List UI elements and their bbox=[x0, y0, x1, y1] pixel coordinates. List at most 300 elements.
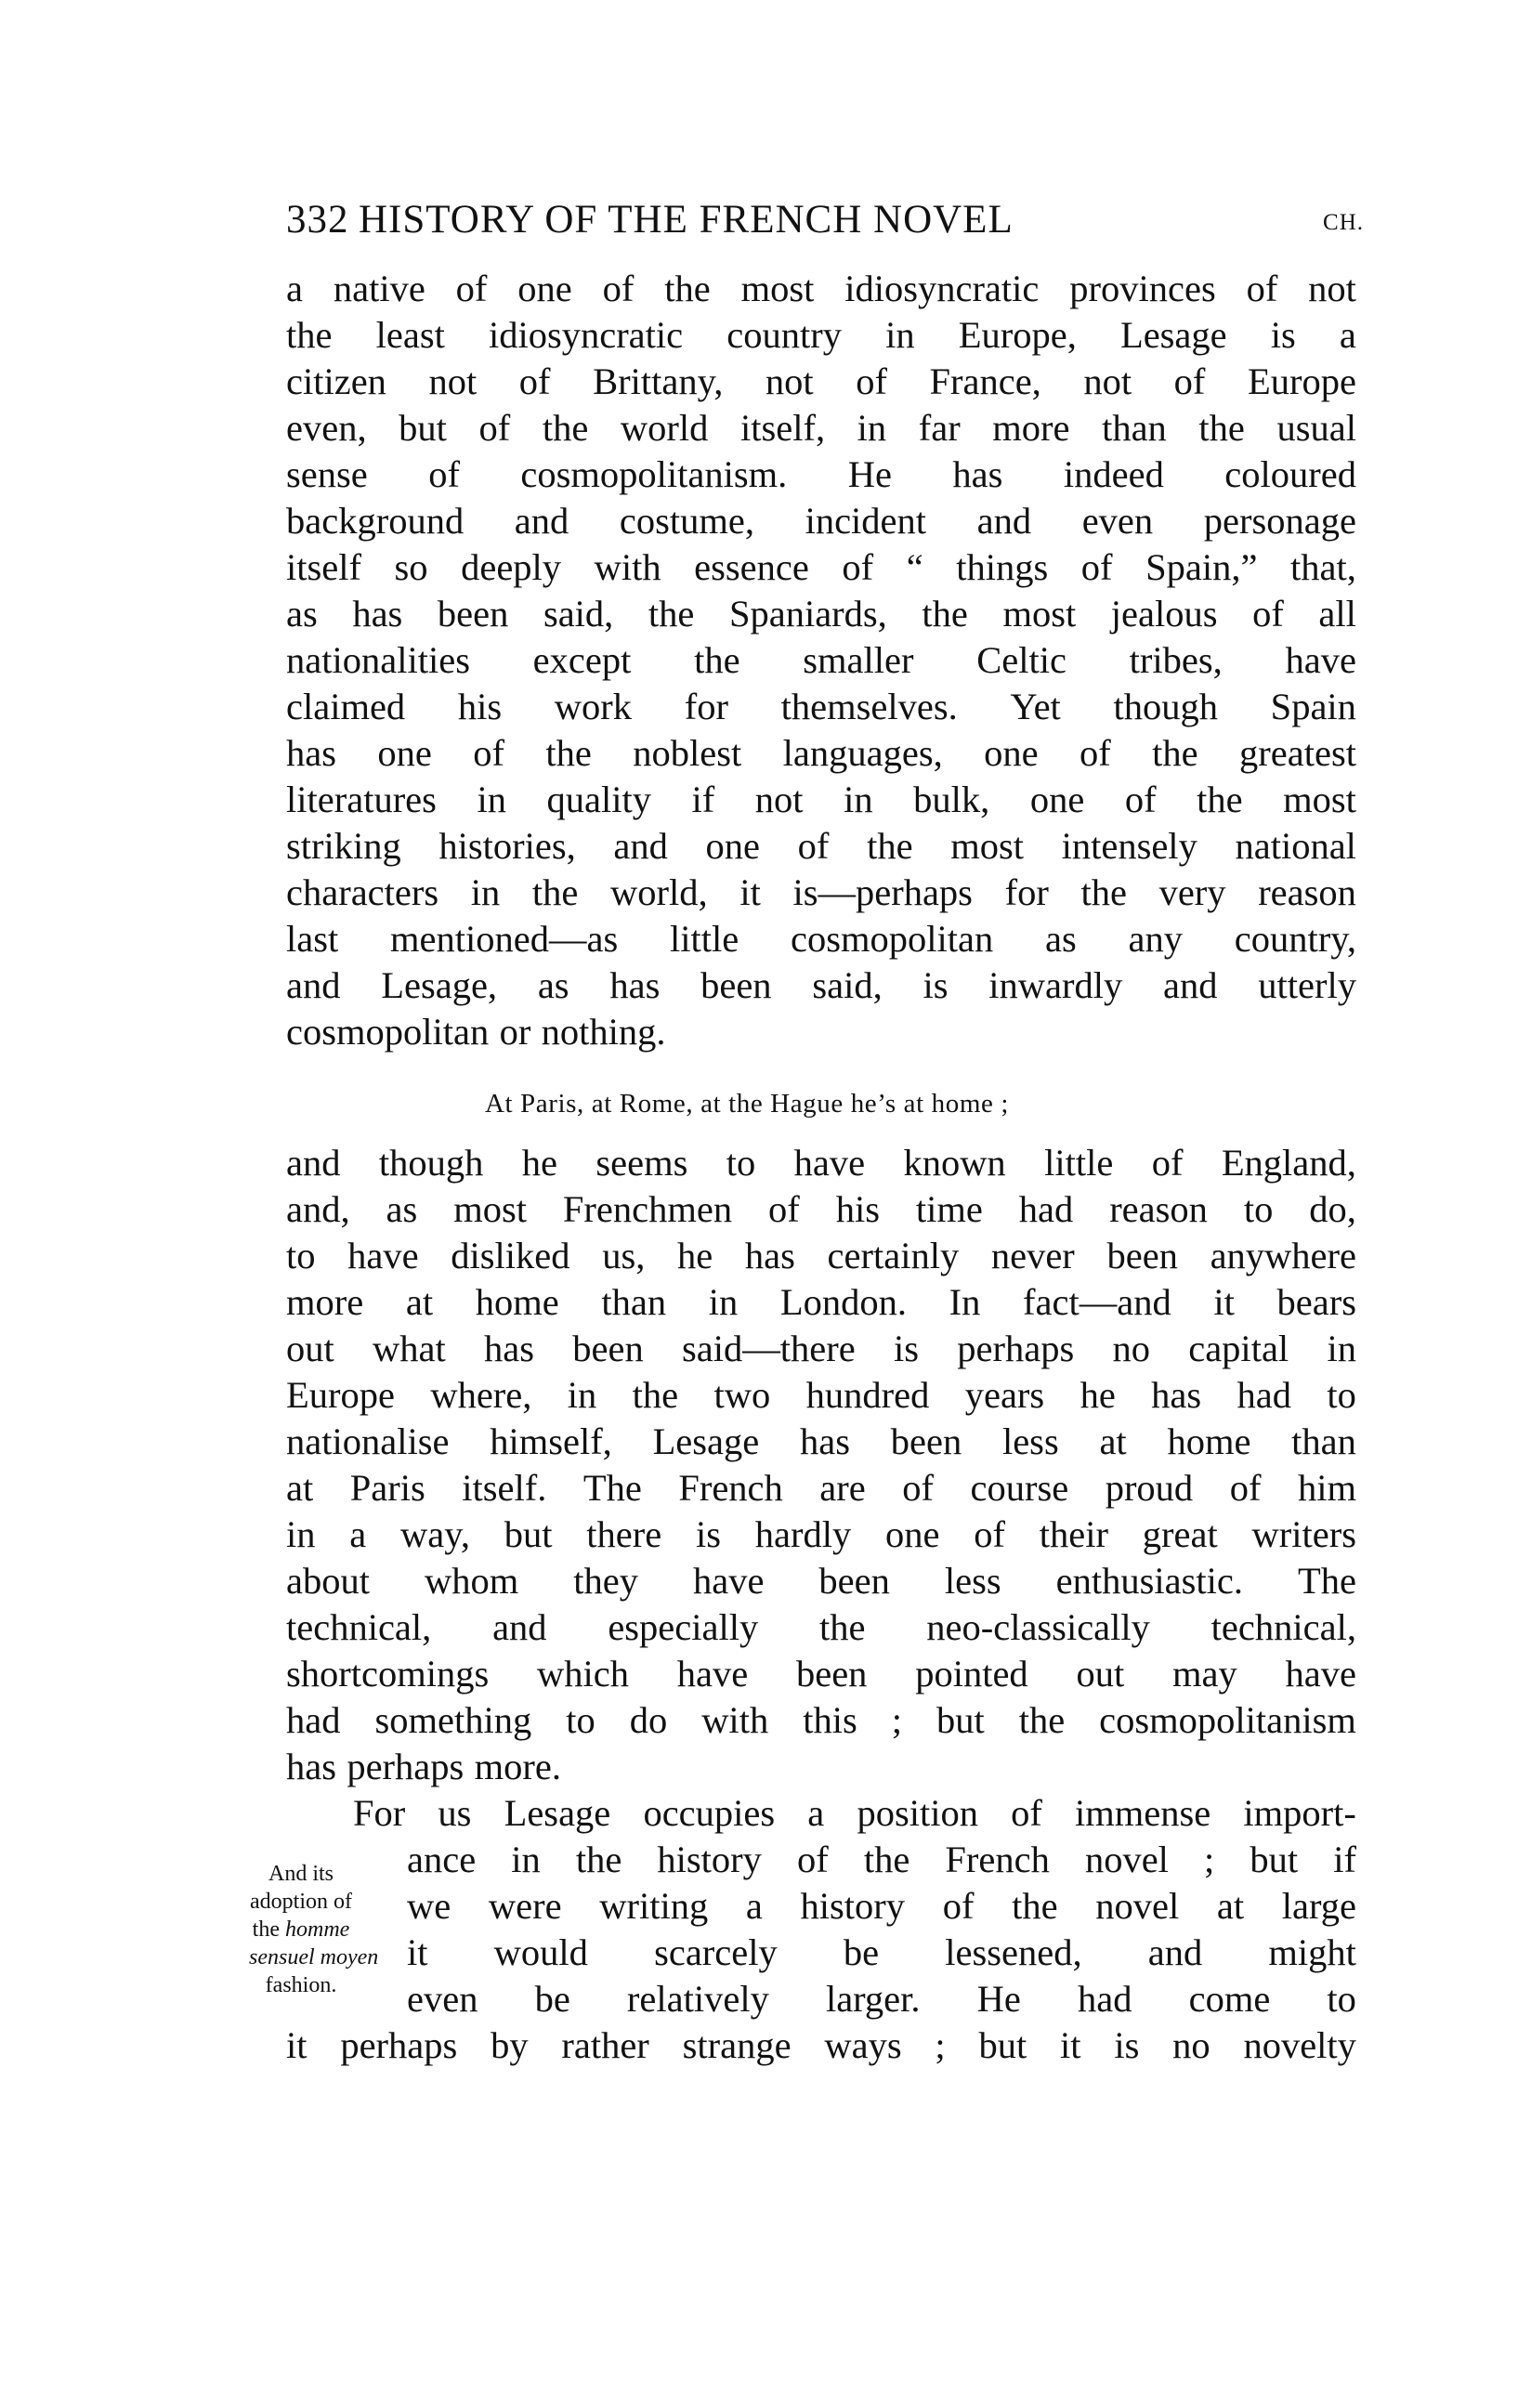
word: the bbox=[819, 1606, 866, 1648]
word: “ bbox=[906, 546, 923, 588]
word: than bbox=[601, 1281, 667, 1323]
text-line bbox=[286, 1465, 1356, 1512]
word: might bbox=[1268, 1931, 1356, 1973]
word: ways bbox=[824, 2024, 902, 2066]
word: been bbox=[572, 1328, 644, 1369]
word: it bbox=[739, 871, 761, 913]
word: of bbox=[1124, 779, 1157, 820]
word: in bbox=[511, 1839, 541, 1880]
word: about bbox=[286, 1560, 370, 1602]
word: have bbox=[347, 1235, 419, 1276]
text-line bbox=[286, 777, 1356, 823]
text-line bbox=[286, 1419, 1356, 1465]
word: jealous bbox=[1110, 593, 1218, 635]
word: said, bbox=[543, 593, 614, 635]
word: of bbox=[518, 360, 551, 402]
word: at bbox=[405, 1281, 434, 1323]
word: so bbox=[394, 546, 428, 588]
word: to bbox=[726, 1142, 756, 1184]
word: for bbox=[684, 686, 728, 727]
word: has bbox=[609, 964, 661, 1006]
text-line bbox=[286, 1279, 1356, 1326]
word: in bbox=[857, 407, 887, 449]
word: as bbox=[386, 1188, 418, 1230]
word: in bbox=[885, 314, 915, 356]
word: all bbox=[1318, 593, 1356, 635]
word: of bbox=[1151, 1142, 1184, 1184]
word: has bbox=[484, 1328, 535, 1369]
word: For bbox=[353, 1792, 406, 1834]
text-line bbox=[286, 916, 1356, 962]
text-line bbox=[286, 1009, 1356, 1055]
word: have bbox=[676, 1653, 749, 1695]
word: more bbox=[992, 407, 1070, 449]
word: a bbox=[807, 1792, 825, 1834]
text-line bbox=[286, 823, 1356, 870]
text-line bbox=[286, 870, 1356, 916]
word: to bbox=[1327, 1374, 1356, 1416]
text-line bbox=[286, 962, 1356, 1009]
word: relatively bbox=[626, 1978, 769, 2020]
word: very bbox=[1158, 871, 1226, 913]
word: perhaps bbox=[340, 2024, 458, 2066]
text-line bbox=[286, 1976, 1356, 2022]
word: immense bbox=[1075, 1792, 1211, 1834]
word: have bbox=[1285, 1653, 1356, 1695]
word: were bbox=[488, 1885, 562, 1927]
word: known bbox=[903, 1142, 1006, 1184]
word: nationalities bbox=[286, 639, 470, 681]
word: and bbox=[492, 1606, 547, 1648]
word: even bbox=[1081, 500, 1154, 542]
word: what bbox=[373, 1328, 446, 1369]
word: if bbox=[691, 779, 715, 820]
word: hundred bbox=[805, 1374, 930, 1416]
word: us, bbox=[602, 1235, 646, 1276]
word: occupies bbox=[643, 1792, 776, 1834]
word: in bbox=[708, 1281, 739, 1323]
text-line bbox=[286, 1558, 1356, 1604]
text-line bbox=[286, 1790, 1356, 1837]
word: lessened, bbox=[945, 1931, 1082, 1973]
word: histories, bbox=[438, 825, 576, 867]
word: writing bbox=[599, 1885, 709, 1927]
word: large bbox=[1281, 1885, 1356, 1927]
word: the bbox=[1198, 407, 1245, 449]
text-line bbox=[286, 1512, 1356, 1558]
word: to bbox=[1327, 1978, 1356, 2020]
word: no bbox=[1112, 1328, 1150, 1369]
word: and bbox=[1162, 964, 1218, 1006]
word: little bbox=[669, 918, 739, 960]
word: the bbox=[575, 1839, 622, 1880]
word: have bbox=[1285, 639, 1356, 681]
word: native bbox=[333, 268, 425, 309]
word: which bbox=[537, 1653, 629, 1695]
word: ; bbox=[935, 2024, 946, 2066]
text-line bbox=[286, 312, 1356, 359]
word: one bbox=[1029, 779, 1085, 820]
word: to bbox=[1243, 1188, 1274, 1230]
word: world, bbox=[610, 871, 708, 913]
word: shortcomings bbox=[286, 1653, 490, 1695]
paragraph-1 bbox=[286, 266, 1356, 1055]
text-line bbox=[286, 359, 1356, 405]
marginal-note-line bbox=[249, 1943, 379, 1971]
word: The bbox=[1297, 1560, 1356, 1602]
text-line bbox=[286, 637, 1356, 684]
word: a bbox=[745, 1885, 763, 1927]
page-number: 332 bbox=[286, 198, 349, 242]
word: certainly bbox=[827, 1235, 960, 1276]
word: itself. bbox=[462, 1467, 547, 1509]
word: in bbox=[286, 1513, 316, 1555]
word: is—perhaps bbox=[792, 871, 973, 913]
text-line bbox=[286, 1883, 1356, 1930]
word: most bbox=[740, 268, 815, 309]
word: of bbox=[1080, 732, 1111, 774]
word: his bbox=[457, 686, 503, 727]
word: smaller bbox=[803, 639, 914, 681]
word: of bbox=[1173, 360, 1206, 402]
marginal-note-line: And its bbox=[268, 1862, 334, 1886]
word: the bbox=[648, 593, 695, 635]
word: this bbox=[803, 1699, 857, 1741]
word: though bbox=[1113, 686, 1218, 727]
text-line bbox=[286, 730, 1356, 777]
paragraph-3 bbox=[286, 1790, 1356, 2069]
word: even, bbox=[286, 407, 367, 449]
word: the bbox=[545, 732, 592, 774]
word: has bbox=[352, 593, 403, 635]
word: as bbox=[1045, 918, 1077, 960]
word: at bbox=[1216, 1885, 1245, 1927]
word: less bbox=[1001, 1420, 1059, 1462]
word: novelty bbox=[1243, 2024, 1356, 2066]
word: citizen bbox=[286, 360, 386, 402]
word: as bbox=[537, 964, 569, 1006]
word: rather bbox=[561, 2024, 649, 2066]
word: Spain,” bbox=[1145, 546, 1258, 588]
word: the bbox=[286, 314, 333, 356]
word: last bbox=[286, 918, 339, 960]
word: Yet bbox=[1010, 686, 1061, 727]
word: but bbox=[504, 1513, 553, 1555]
word: he bbox=[521, 1142, 557, 1184]
word: has bbox=[800, 1420, 850, 1462]
word: time bbox=[915, 1188, 983, 1230]
word: not bbox=[754, 779, 804, 820]
word: do, bbox=[1309, 1188, 1356, 1230]
word: they bbox=[573, 1560, 638, 1602]
text-line bbox=[286, 452, 1356, 498]
word: of bbox=[768, 1188, 800, 1230]
chapter-abbrev: CH. bbox=[1323, 210, 1364, 235]
word: most bbox=[950, 825, 1024, 867]
word: costume, bbox=[619, 500, 754, 542]
word: has bbox=[952, 453, 1003, 495]
word: perhaps bbox=[957, 1328, 1075, 1369]
word: that, bbox=[1290, 546, 1356, 588]
word: been bbox=[437, 593, 509, 635]
word: course bbox=[970, 1467, 1069, 1509]
word: quality bbox=[546, 779, 651, 820]
word: by bbox=[491, 2024, 529, 2066]
word: not bbox=[1083, 360, 1132, 402]
word: hardly bbox=[754, 1513, 852, 1555]
word: the bbox=[1080, 871, 1127, 913]
word: French bbox=[945, 1839, 1050, 1880]
word: had bbox=[286, 1699, 341, 1741]
word: country, bbox=[1234, 918, 1356, 960]
word: is bbox=[1270, 314, 1296, 356]
word: sense bbox=[286, 453, 368, 495]
word: one bbox=[984, 732, 1039, 774]
word: novel bbox=[1095, 1885, 1180, 1927]
word: one bbox=[517, 268, 572, 309]
word: is bbox=[923, 964, 949, 1006]
word: and bbox=[976, 500, 1032, 542]
running-header bbox=[286, 197, 1364, 249]
word: home bbox=[1167, 1420, 1251, 1462]
quotation-text: At Paris, at Rome, at the Hague he’s at home ; bbox=[485, 1089, 1009, 1119]
word: idiosyncratic bbox=[844, 268, 1040, 309]
text-line bbox=[286, 1744, 1356, 1790]
word: of bbox=[602, 268, 635, 309]
word: pointed bbox=[915, 1653, 1028, 1695]
word: we bbox=[407, 1885, 451, 1927]
text-line bbox=[286, 2022, 1356, 2069]
word: of bbox=[1252, 593, 1284, 635]
word: proud bbox=[1105, 1467, 1194, 1509]
word: is bbox=[696, 1513, 722, 1555]
word: England, bbox=[1221, 1142, 1356, 1184]
word: novel bbox=[1084, 1839, 1169, 1880]
word: have bbox=[692, 1560, 765, 1602]
word: be bbox=[534, 1978, 570, 2020]
word: Paris bbox=[349, 1467, 425, 1509]
word: most bbox=[1002, 593, 1077, 635]
word: utterly bbox=[1258, 964, 1356, 1006]
word: the bbox=[1018, 1699, 1066, 1741]
word: position bbox=[857, 1792, 978, 1834]
word: London. bbox=[779, 1281, 908, 1323]
word: of bbox=[478, 407, 511, 449]
word: with bbox=[701, 1699, 769, 1741]
word: idiosyncratic bbox=[488, 314, 684, 356]
word: disliked bbox=[451, 1235, 570, 1276]
word: in bbox=[477, 779, 506, 820]
text-line bbox=[286, 1372, 1356, 1419]
word: fact—and bbox=[1023, 1281, 1171, 1323]
word: Lesage bbox=[504, 1792, 611, 1834]
word: He bbox=[847, 453, 892, 495]
marginal-note-line: fashion. bbox=[265, 1973, 337, 1997]
word: the bbox=[863, 1839, 910, 1880]
word: to bbox=[286, 1235, 316, 1276]
word: out bbox=[286, 1328, 334, 1369]
marginal-note-italic: sensuel moyen bbox=[249, 1945, 379, 1970]
word: provinces bbox=[1069, 268, 1216, 309]
word: and bbox=[286, 964, 341, 1006]
word: background bbox=[286, 500, 465, 542]
word: anywhere bbox=[1210, 1235, 1356, 1276]
word: reason bbox=[1109, 1188, 1208, 1230]
word: national bbox=[1235, 825, 1356, 867]
word: had bbox=[1237, 1374, 1292, 1416]
word: of bbox=[1011, 1792, 1042, 1834]
word: the bbox=[867, 825, 913, 867]
word: would bbox=[493, 1931, 588, 1973]
word: a bbox=[286, 268, 303, 309]
word: in bbox=[470, 871, 501, 913]
word: less bbox=[944, 1560, 1001, 1602]
word: nationalise bbox=[286, 1420, 450, 1462]
word: one bbox=[705, 825, 761, 867]
word: strange bbox=[682, 2024, 792, 2066]
word: essence bbox=[694, 546, 809, 588]
text-line bbox=[286, 266, 1356, 312]
word: in bbox=[567, 1374, 597, 1416]
word: more. bbox=[474, 1746, 561, 1787]
word: and bbox=[514, 500, 569, 542]
word: Europe bbox=[286, 1374, 395, 1416]
word: way, bbox=[400, 1513, 470, 1555]
marginal-note-text: the bbox=[252, 1917, 285, 1942]
word: had bbox=[1018, 1188, 1074, 1230]
word: perhaps bbox=[347, 1746, 465, 1787]
word: two bbox=[713, 1374, 771, 1416]
word: one bbox=[885, 1513, 940, 1555]
word: Lesage bbox=[652, 1420, 760, 1462]
word: been bbox=[1106, 1235, 1178, 1276]
word: has bbox=[286, 1746, 336, 1787]
text-line bbox=[286, 1140, 1356, 1186]
word: it bbox=[407, 1931, 428, 1973]
word: history bbox=[657, 1839, 762, 1880]
word: intensely bbox=[1061, 825, 1197, 867]
word: of bbox=[1229, 1467, 1262, 1509]
word: the bbox=[531, 871, 579, 913]
word: world bbox=[620, 407, 709, 449]
word: cosmopolitanism bbox=[1099, 1699, 1356, 1741]
word: technical, bbox=[1210, 1606, 1356, 1648]
word: itself, bbox=[739, 407, 826, 449]
word: deeply bbox=[461, 546, 562, 588]
word: or bbox=[499, 1011, 531, 1053]
word: said—there bbox=[682, 1328, 856, 1369]
text-line bbox=[286, 591, 1356, 637]
word: themselves. bbox=[780, 686, 958, 727]
word: seems bbox=[595, 1142, 688, 1184]
word: technical, bbox=[286, 1606, 432, 1648]
word: out bbox=[1076, 1653, 1125, 1695]
marginal-note bbox=[249, 1860, 379, 1999]
word: there bbox=[586, 1513, 662, 1555]
text-line bbox=[286, 1697, 1356, 1744]
marginal-note-line: adoption of bbox=[250, 1890, 352, 1914]
word: Lesage, bbox=[381, 964, 498, 1006]
word: come bbox=[1188, 1978, 1271, 2020]
word: Europe, bbox=[958, 314, 1077, 356]
word: it bbox=[1060, 2024, 1081, 2066]
word: him bbox=[1297, 1467, 1356, 1509]
word: and bbox=[613, 825, 668, 867]
word: it bbox=[1213, 1281, 1235, 1323]
word: but bbox=[936, 1699, 985, 1741]
word: noblest bbox=[633, 732, 742, 774]
word: larger. bbox=[825, 1978, 921, 2020]
word: tribes, bbox=[1129, 639, 1223, 681]
word: the bbox=[1152, 732, 1198, 774]
word: of bbox=[797, 825, 830, 867]
word: than bbox=[1291, 1420, 1356, 1462]
word: of bbox=[856, 360, 887, 402]
word: and, bbox=[286, 1188, 350, 1230]
word: do bbox=[629, 1699, 668, 1741]
word: In bbox=[949, 1281, 981, 1323]
word: languages, bbox=[782, 732, 943, 774]
word: enthusiastic. bbox=[1055, 1560, 1243, 1602]
word: little bbox=[1044, 1142, 1114, 1184]
word: bears bbox=[1276, 1281, 1356, 1323]
word: literatures bbox=[286, 779, 437, 820]
word: the bbox=[1197, 779, 1243, 820]
word: the bbox=[664, 268, 711, 309]
word: for bbox=[1004, 871, 1049, 913]
word: has bbox=[1151, 1374, 1202, 1416]
word: but bbox=[978, 2024, 1027, 2066]
word: coloured bbox=[1224, 453, 1356, 495]
word: a bbox=[349, 1513, 367, 1555]
word: of bbox=[797, 1839, 829, 1880]
word: capital bbox=[1188, 1328, 1289, 1369]
word: of bbox=[842, 546, 874, 588]
text-line bbox=[286, 1326, 1356, 1372]
word: been bbox=[700, 964, 772, 1006]
paragraph-2 bbox=[286, 1140, 1356, 1790]
word: claimed bbox=[286, 686, 406, 727]
text-line bbox=[286, 684, 1356, 730]
word: bulk, bbox=[913, 779, 990, 820]
word: Brittany, bbox=[593, 360, 724, 402]
word: incident bbox=[805, 500, 927, 542]
word: of bbox=[902, 1467, 934, 1509]
word: inwardly bbox=[988, 964, 1123, 1006]
word: though bbox=[378, 1142, 484, 1184]
word: nothing. bbox=[541, 1011, 666, 1053]
text-line bbox=[286, 405, 1356, 452]
word: never bbox=[990, 1235, 1075, 1276]
word: ; bbox=[891, 1699, 902, 1741]
word: the bbox=[1012, 1885, 1058, 1927]
word: ance bbox=[407, 1839, 477, 1880]
word: things bbox=[956, 546, 1049, 588]
word: with bbox=[594, 546, 661, 588]
word: least bbox=[375, 314, 445, 356]
word: not bbox=[1308, 268, 1356, 309]
text-line bbox=[286, 498, 1356, 544]
word: Celtic bbox=[976, 639, 1066, 681]
word: and bbox=[286, 1142, 341, 1184]
word: most bbox=[1283, 779, 1356, 820]
word: may bbox=[1171, 1653, 1237, 1695]
word: whom bbox=[424, 1560, 519, 1602]
word: he bbox=[1080, 1374, 1116, 1416]
text-line bbox=[286, 1233, 1356, 1279]
word: are bbox=[819, 1467, 866, 1509]
word: where, bbox=[430, 1374, 532, 1416]
